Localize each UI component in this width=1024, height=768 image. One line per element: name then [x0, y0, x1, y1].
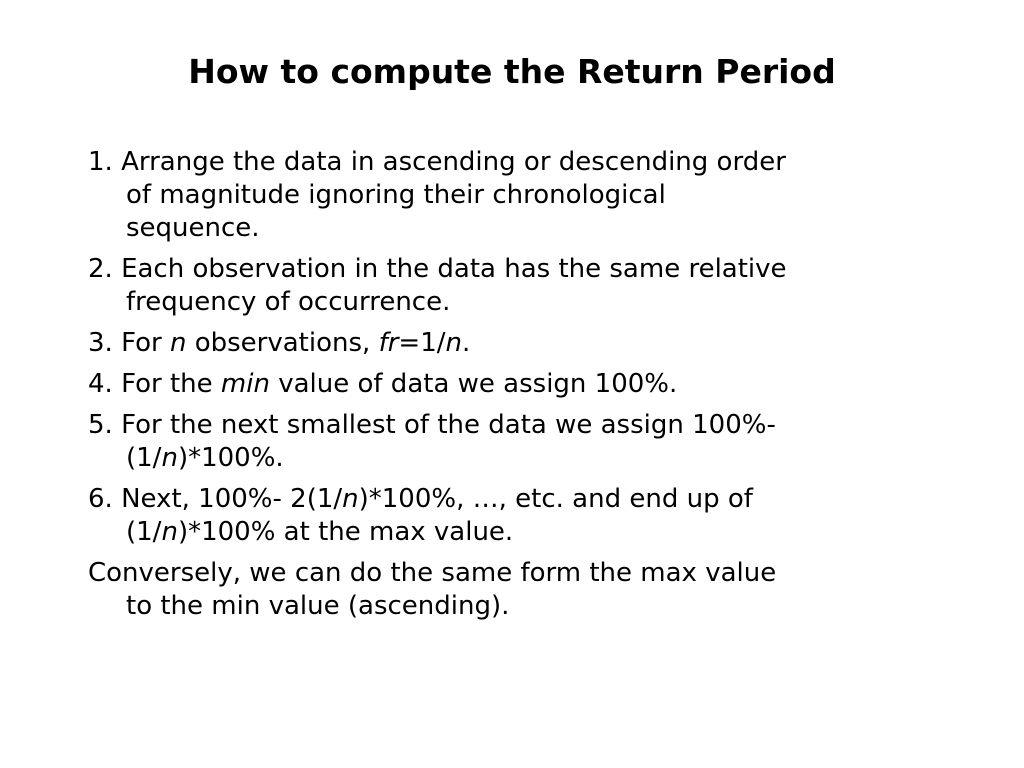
list-item — [88, 557, 948, 623]
text-run: value of data we assign 100%. — [269, 369, 678, 399]
text-run: to the min value (ascending). — [126, 591, 510, 621]
list-item — [88, 327, 948, 360]
list-item — [88, 146, 948, 245]
text-run: )*100%, …, etc. and end up of — [358, 484, 753, 514]
text-run: . — [461, 328, 471, 358]
list-item — [88, 483, 948, 549]
text-run: 3. For — [88, 328, 170, 358]
text-run: 4. For the — [88, 369, 221, 399]
italic-text: fr — [378, 328, 399, 358]
italic-text: n — [342, 484, 359, 514]
text-run: 2. Each observation in the data has the same relative — [88, 254, 787, 284]
slide-body — [88, 146, 948, 631]
list-item — [88, 253, 948, 319]
text-run: observations, — [186, 328, 379, 358]
text-run: 6. Next, 100%- 2(1/ — [88, 484, 343, 514]
text-run: 5. For the next smallest of the data we assign 100%- — [88, 410, 776, 440]
text-run: (1/ — [126, 443, 162, 473]
text-run: sequence. — [126, 213, 260, 243]
text-run: )*100% at the max value. — [177, 517, 514, 547]
slide-title: How to compute the Return Period — [188, 52, 836, 91]
text-run: Conversely, we can do the same form the max value — [88, 558, 777, 588]
italic-text: n — [161, 517, 178, 547]
text-run: frequency of occurrence. — [126, 287, 451, 317]
italic-text: min — [220, 369, 270, 399]
text-run: (1/ — [126, 517, 162, 547]
list-item — [88, 368, 948, 401]
italic-text: n — [161, 443, 178, 473]
text-run: 1. Arrange the data in ascending or descending order — [88, 147, 786, 177]
text-run: =1/ — [398, 328, 446, 358]
italic-text: n — [169, 328, 187, 358]
text-run: )*100%. — [177, 443, 284, 473]
text-run: of magnitude ignoring their chronological — [126, 180, 666, 210]
italic-text: n — [445, 328, 462, 358]
list-item — [88, 409, 948, 475]
